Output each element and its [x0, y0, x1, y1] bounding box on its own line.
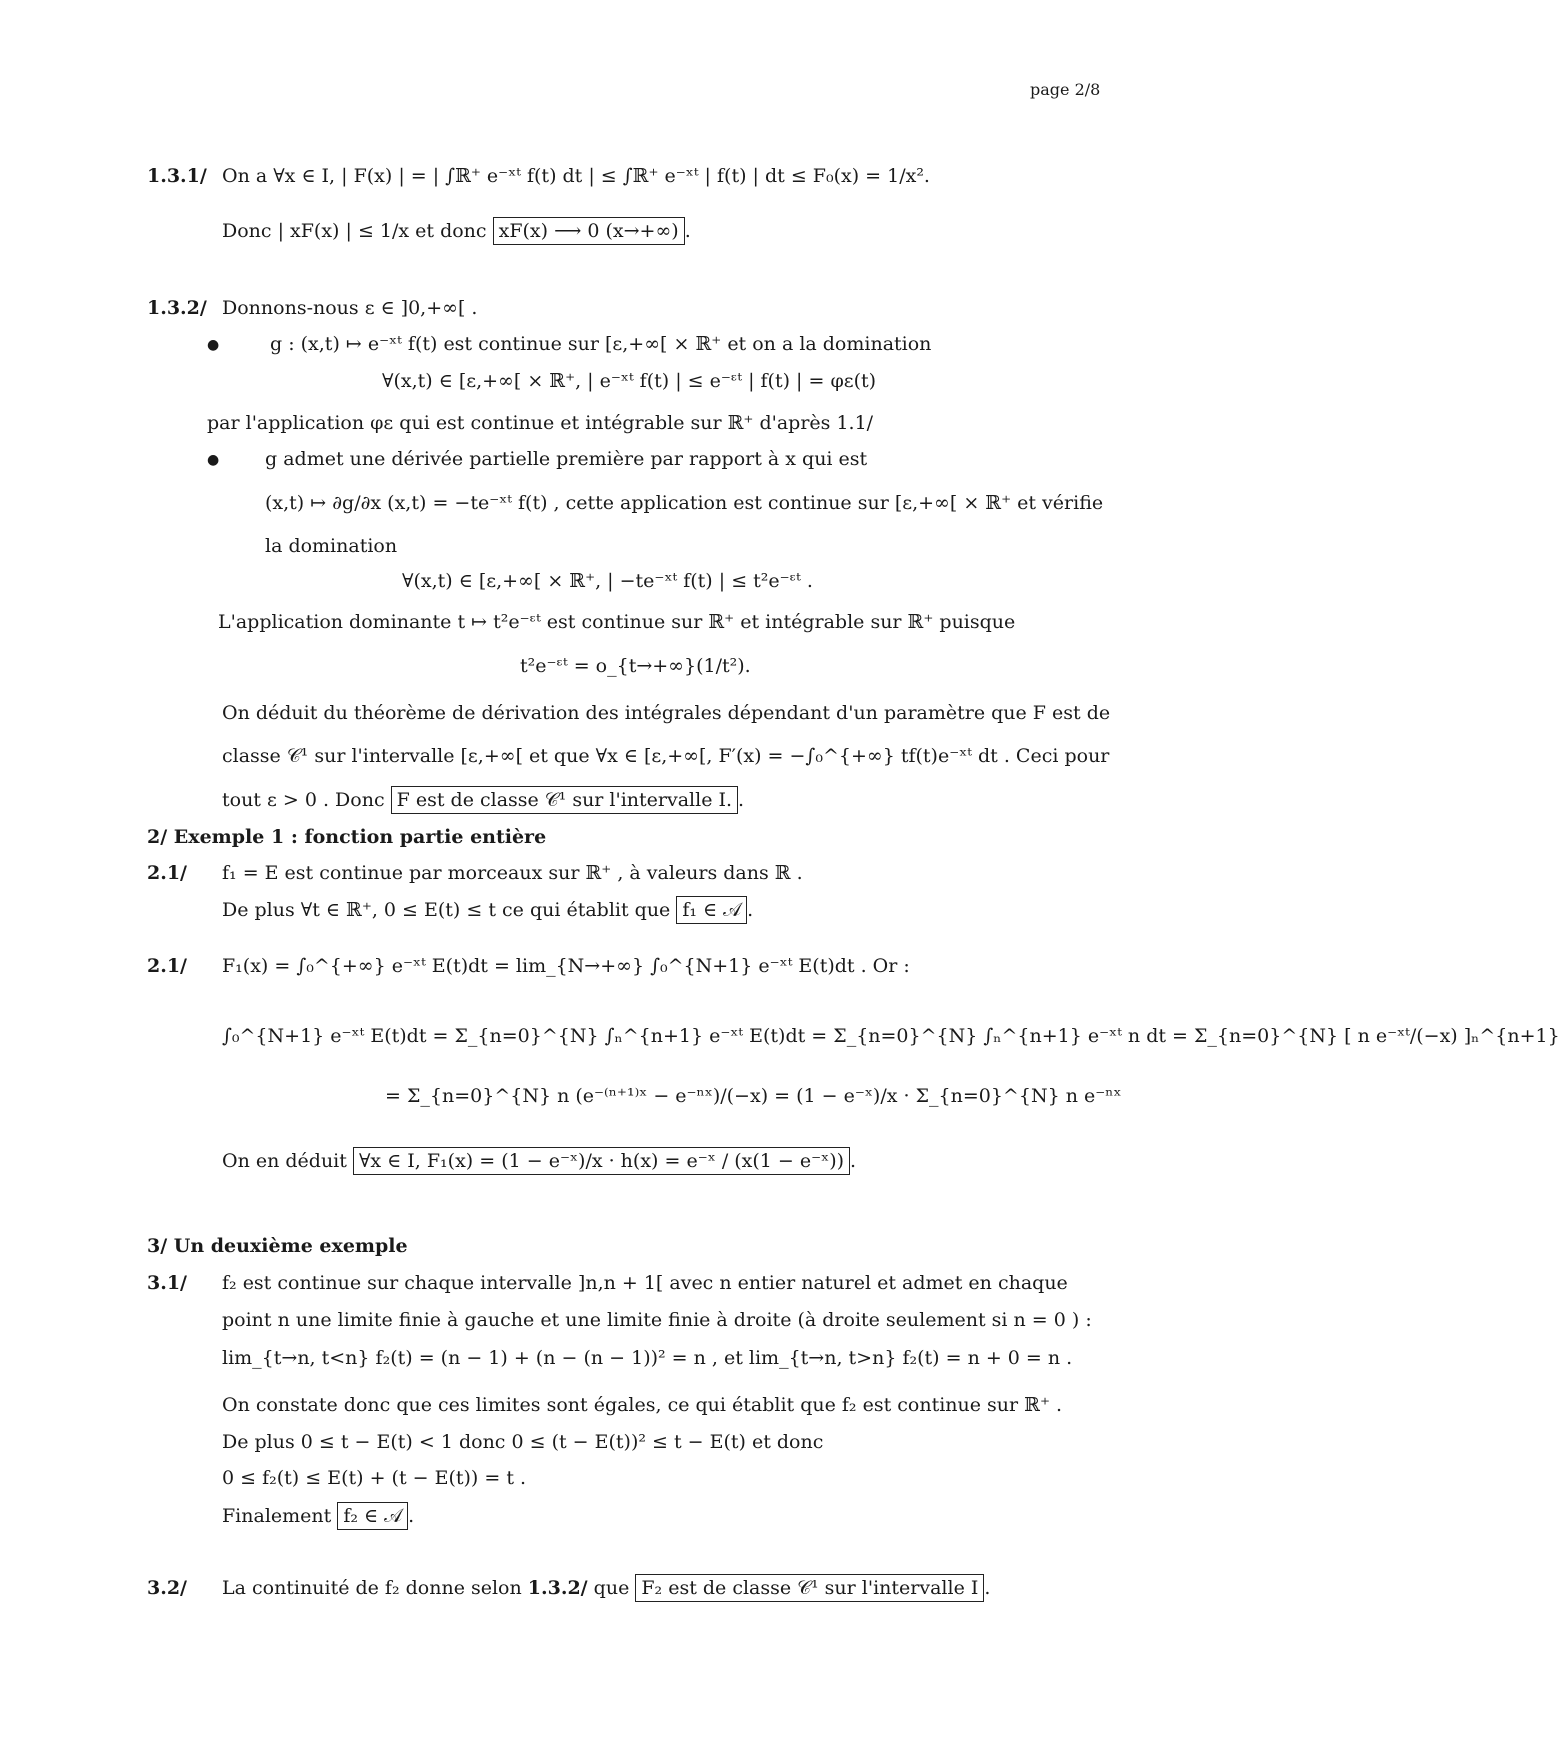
- section-number-1-3-1: 1.3.1/: [147, 165, 207, 187]
- bullet-2-domination-formula: ∀(x,t) ∈ [ε,+∞[ × ℝ⁺, | −te⁻ˣᵗ f(t) | ≤ t²e⁻ᵋᵗ .: [402, 570, 813, 592]
- line-4-text: On en déduit: [222, 1150, 347, 1172]
- section-3-1-line-2: point n une limite finie à gauche et une limite finie à droite (à droite seulement si n = 0 ) :: [222, 1309, 1092, 1331]
- line-end-period: .: [408, 1505, 415, 1527]
- boxed-result-f2-in-A: f₂ ∈ 𝒜: [337, 1502, 408, 1530]
- s32-text-a: La continuité de f₂ donne selon: [222, 1577, 522, 1599]
- section-3-1-line-7: [222, 1505, 414, 1528]
- section-3-1-line-1: f₂ est continue sur chaque intervalle ]n,n + 1[ avec n entier naturel et admet en chaque: [222, 1272, 1068, 1294]
- s32-reference: 1.3.2/: [527, 1577, 588, 1599]
- line-7-text: Finalement: [222, 1505, 332, 1527]
- line-2-text: Donc | xF(x) | ≤ 1/x et donc: [222, 220, 487, 242]
- section-2-1-b-line-2: ∫₀^{N+1} e⁻ˣᵗ E(t)dt = Σ_{n=0}^{N} ∫ₙ^{n+1} e⁻ˣᵗ E(t)dt = Σ_{n=0}^{N} ∫ₙ^{n+1} e⁻ˣᵗ n dt = Σ_{n=0}^{N} [ n e⁻ˣᵗ/(−x) ]ₙ^{n+1}: [222, 1025, 1560, 1047]
- section-3-2-line: [222, 1577, 990, 1600]
- boxed-result-F1-formula: ∀x ∈ I, F₁(x) = (1 − e⁻ˣ)/x · h(x) = e⁻ˣ / (x(1 − e⁻ˣ)): [353, 1147, 850, 1175]
- section-2-1-b-line-4: [222, 1150, 856, 1173]
- section-number-3-1: 3.1/: [147, 1272, 187, 1294]
- section-number-1-3-2: 1.3.2/: [147, 297, 207, 319]
- section-3-1-line-6: 0 ≤ f₂(t) ≤ E(t) + (t − E(t)) = t .: [222, 1467, 527, 1489]
- section-1-3-2-intro: Donnons-nous ε ∈ ]0,+∞[ .: [222, 297, 478, 319]
- section-1-3-1-line-2: [222, 220, 691, 243]
- bullet-2-line-1: g admet une dérivée partielle première par rapport à x qui est: [265, 448, 868, 470]
- section-2-1-b-line-1: F₁(x) = ∫₀^{+∞} e⁻ˣᵗ E(t)dt = lim_{N→+∞} ∫₀^{N+1} e⁻ˣᵗ E(t)dt . Or :: [222, 955, 910, 977]
- page-number: page 2/8: [1030, 80, 1101, 99]
- section-2-1-b-line-3: = Σ_{n=0}^{N} n (e⁻⁽ⁿ⁺¹⁾ˣ − e⁻ⁿˣ)/(−x) = (1 − e⁻ˣ)/x · Σ_{n=0}^{N} n e⁻ⁿˣ: [385, 1085, 1122, 1107]
- section-number-2-1-a: 2.1/: [147, 862, 187, 884]
- dominant-line: L'application dominante t ↦ t²e⁻ᵋᵗ est continue sur ℝ⁺ et intégrable sur ℝ⁺ puisque: [218, 611, 1016, 633]
- s32-text-b: que: [593, 1577, 630, 1599]
- conclusion-3-text: tout ε > 0 . Donc: [222, 789, 385, 811]
- line-end-period: .: [738, 789, 745, 811]
- section-3-1-line-3: lim_{t→n, t<n} f₂(t) = (n − 1) + (n − (n − 1))² = n , et lim_{t→n, t>n} f₂(t) = n + 0 = n .: [222, 1347, 1073, 1369]
- dominant-formula: t²e⁻ᵋᵗ = o_{t→+∞}(1/t²).: [520, 655, 751, 677]
- conclusion-line-2: classe 𝒞¹ sur l'intervalle [ε,+∞[ et que ∀x ∈ [ε,+∞[, F′(x) = −∫₀^{+∞} tf(t)e⁻ˣᵗ dt . Ceci pour: [222, 745, 1110, 767]
- heading-example-1: 2/ Exemple 1 : fonction partie entière: [147, 826, 547, 848]
- bullet-icon: ●: [207, 452, 220, 468]
- section-2-1-a-line-1: f₁ = E est continue par morceaux sur ℝ⁺ , à valeurs dans ℝ .: [222, 862, 803, 884]
- bullet-2-line-3: la domination: [265, 535, 398, 557]
- bullet-1-domination-formula: ∀(x,t) ∈ [ε,+∞[ × ℝ⁺, | e⁻ˣᵗ f(t) | ≤ e⁻ᵋᵗ | f(t) | = φε(t): [382, 370, 877, 392]
- section-3-1-line-4: On constate donc que ces limites sont égales, ce qui établit que f₂ est continue sur ℝ⁺ .: [222, 1394, 1063, 1416]
- boxed-result-F-class-C1: F est de classe 𝒞¹ sur l'intervalle I.: [391, 786, 738, 814]
- section-3-1-line-5: De plus 0 ≤ t − E(t) < 1 donc 0 ≤ (t − E(t))² ≤ t − E(t) et donc: [222, 1431, 824, 1453]
- heading-example-2: 3/ Un deuxième exemple: [147, 1235, 408, 1257]
- section-2-1-a-line-2: [222, 899, 753, 922]
- line-end-period: .: [850, 1150, 857, 1172]
- line-2-text: De plus ∀t ∈ ℝ⁺, 0 ≤ E(t) ≤ t ce qui établit que: [222, 899, 671, 921]
- line-end-period: .: [684, 220, 691, 242]
- bullet-1-line-3: par l'application φε qui est continue et intégrable sur ℝ⁺ d'après 1.1/: [207, 412, 874, 434]
- boxed-result-limit: xF(x) ⟶ 0 (x→+∞): [493, 217, 685, 245]
- bullet-2-line-2: (x,t) ↦ ∂g/∂x (x,t) = −te⁻ˣᵗ f(t) , cette application est continue sur [ε,+∞[ × ℝ⁺ et vérifie: [265, 492, 1104, 514]
- line-end-period: .: [984, 1577, 991, 1599]
- boxed-result-f1-in-A: f₁ ∈ 𝒜: [676, 896, 747, 924]
- section-number-2-1-b: 2.1/: [147, 955, 187, 977]
- conclusion-line-1: On déduit du théorème de dérivation des intégrales dépendant d'un paramètre que F est de: [222, 702, 1111, 724]
- bullet-icon: ●: [207, 337, 220, 353]
- conclusion-line-3: [222, 789, 744, 812]
- line-end-period: .: [747, 899, 754, 921]
- section-1-3-1-line-1: On a ∀x ∈ I, | F(x) | = | ∫ℝ⁺ e⁻ˣᵗ f(t) dt | ≤ ∫ℝ⁺ e⁻ˣᵗ | f(t) | dt ≤ F₀(x) = 1/x².: [222, 165, 930, 187]
- boxed-result-F2-class-C1: F₂ est de classe 𝒞¹ sur l'intervalle I: [635, 1574, 984, 1602]
- section-number-3-2: 3.2/: [147, 1577, 187, 1599]
- bullet-1-line-1: g : (x,t) ↦ e⁻ˣᵗ f(t) est continue sur [ε,+∞[ × ℝ⁺ et on a la domination: [270, 333, 932, 355]
